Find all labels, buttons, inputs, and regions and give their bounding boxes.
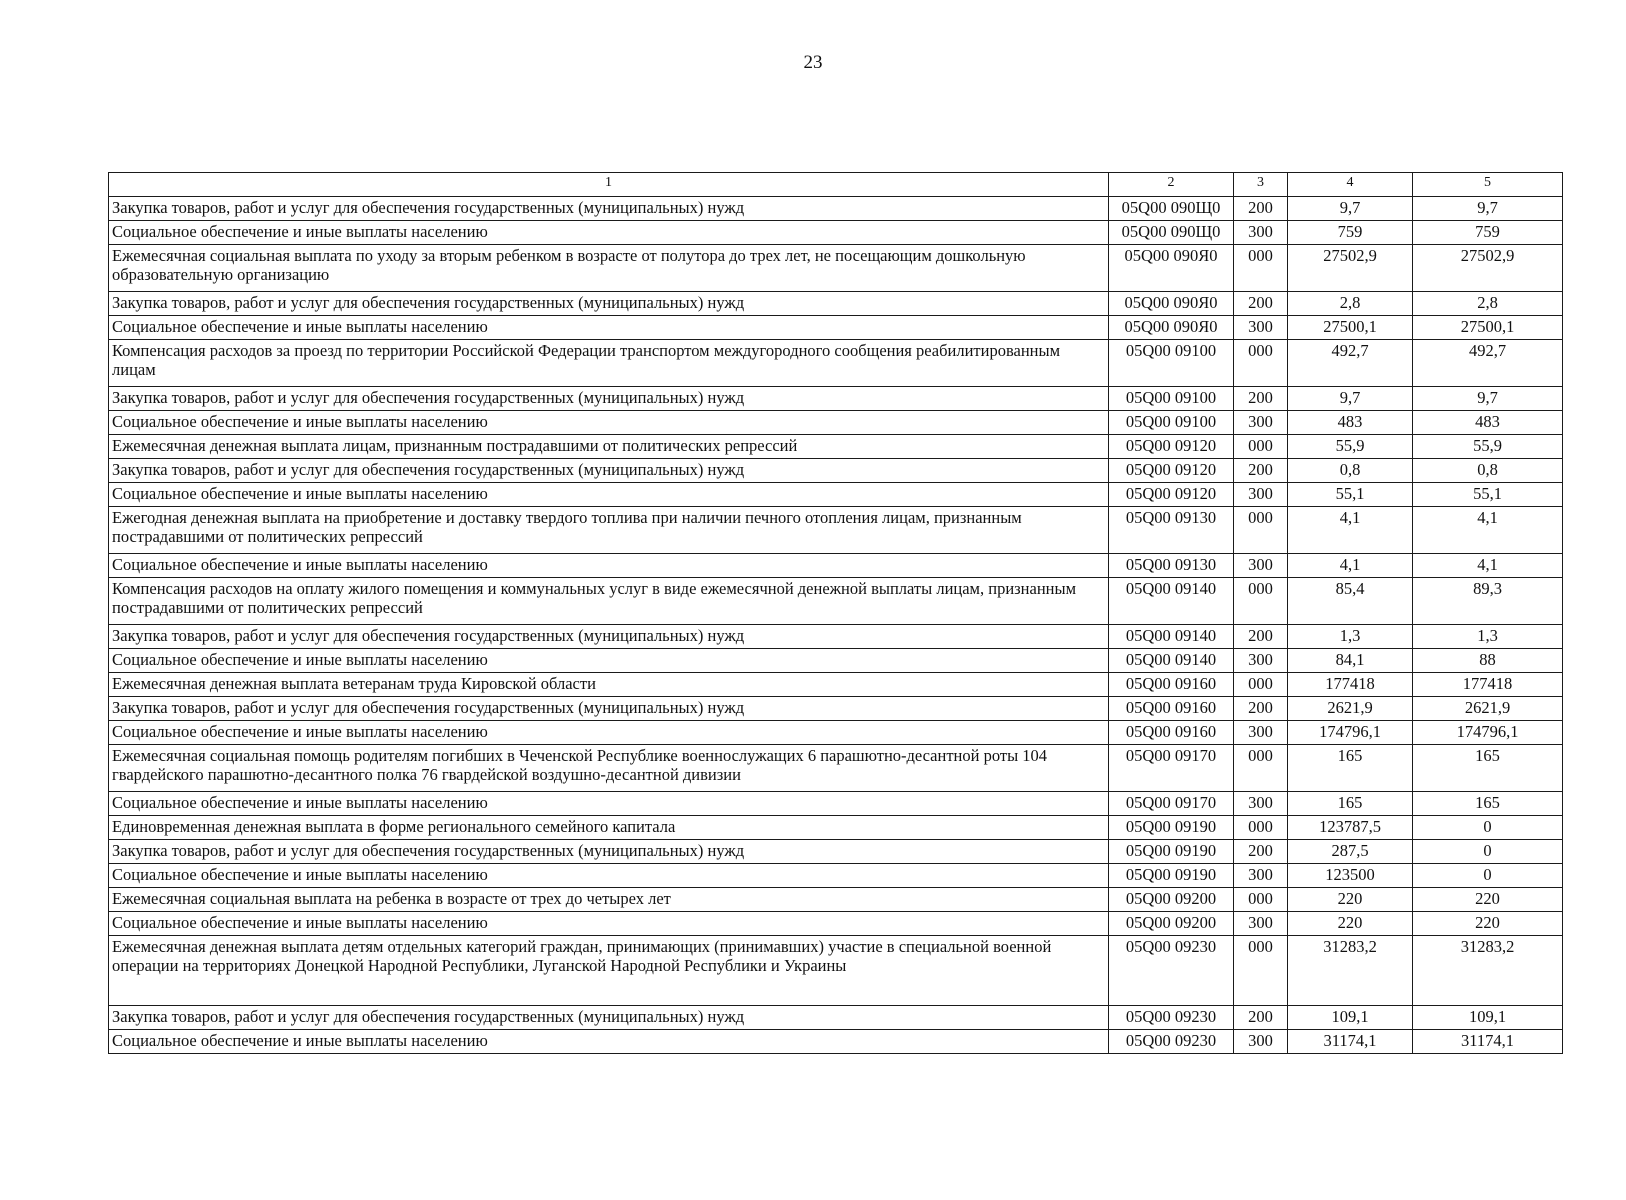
table-row [109, 697, 1563, 721]
header-col-5: 5 [1413, 173, 1563, 197]
row-type: 000 [1234, 745, 1288, 792]
row-value-col4: 287,5 [1288, 840, 1413, 864]
row-value-col5: 9,7 [1413, 197, 1563, 221]
row-value-col4: 165 [1288, 792, 1413, 816]
table-row [109, 316, 1563, 340]
row-code: 05Q00 090Я0 [1109, 316, 1234, 340]
row-value-col4: 31283,2 [1288, 936, 1413, 1006]
row-code: 05Q00 090Я0 [1109, 292, 1234, 316]
row-value-col4: 55,1 [1288, 483, 1413, 507]
row-type: 300 [1234, 721, 1288, 745]
row-type: 000 [1234, 578, 1288, 625]
row-value-col5: 174796,1 [1413, 721, 1563, 745]
row-value-col4: 2,8 [1288, 292, 1413, 316]
row-name: Социальное обеспечение и иные выплаты населению [109, 649, 1109, 673]
table-row [109, 912, 1563, 936]
row-value-col4: 123787,5 [1288, 816, 1413, 840]
row-value-col5: 0 [1413, 816, 1563, 840]
table-row [109, 936, 1563, 1006]
row-name: Закупка товаров, работ и услуг для обеспечения государственных (муниципальных) нужд [109, 197, 1109, 221]
row-name: Закупка товаров, работ и услуг для обеспечения государственных (муниципальных) нужд [109, 459, 1109, 483]
row-value-col5: 31174,1 [1413, 1030, 1563, 1054]
row-value-col5: 27500,1 [1413, 316, 1563, 340]
row-code: 05Q00 09140 [1109, 625, 1234, 649]
table-row [109, 888, 1563, 912]
row-type: 000 [1234, 245, 1288, 292]
row-value-col4: 2621,9 [1288, 697, 1413, 721]
table-row [109, 721, 1563, 745]
row-type: 200 [1234, 197, 1288, 221]
row-value-col5: 2621,9 [1413, 697, 1563, 721]
row-name: Компенсация расходов на оплату жилого помещения и коммунальных услуг в виде ежемесячной денежной выплаты лицам, признанным пострадавшими от политических репрессий [109, 578, 1109, 625]
row-value-col4: 55,9 [1288, 435, 1413, 459]
row-code: 05Q00 09130 [1109, 507, 1234, 554]
row-code: 05Q00 09230 [1109, 936, 1234, 1006]
row-value-col5: 4,1 [1413, 554, 1563, 578]
row-value-col5: 89,3 [1413, 578, 1563, 625]
row-name: Ежемесячная денежная выплата ветеранам труда Кировской области [109, 673, 1109, 697]
header-col-2: 2 [1109, 173, 1234, 197]
row-code: 05Q00 09160 [1109, 673, 1234, 697]
row-value-col4: 220 [1288, 888, 1413, 912]
row-value-col4: 483 [1288, 411, 1413, 435]
table-row [109, 840, 1563, 864]
row-value-col5: 0 [1413, 840, 1563, 864]
row-code: 05Q00 09170 [1109, 745, 1234, 792]
row-name: Ежемесячная денежная выплата лицам, признанным пострадавшими от политических репрессий [109, 435, 1109, 459]
row-code: 05Q00 09160 [1109, 721, 1234, 745]
row-value-col5: 165 [1413, 745, 1563, 792]
table-row [109, 625, 1563, 649]
row-value-col4: 1,3 [1288, 625, 1413, 649]
row-type: 200 [1234, 387, 1288, 411]
row-value-col4: 177418 [1288, 673, 1413, 697]
row-code: 05Q00 09190 [1109, 816, 1234, 840]
row-name: Социальное обеспечение и иные выплаты населению [109, 1030, 1109, 1054]
budget-table [108, 172, 1563, 1054]
row-value-col5: 4,1 [1413, 507, 1563, 554]
row-value-col4: 27500,1 [1288, 316, 1413, 340]
row-value-col4: 84,1 [1288, 649, 1413, 673]
row-value-col5: 9,7 [1413, 387, 1563, 411]
page-number: 23 [803, 52, 823, 73]
row-code: 05Q00 09170 [1109, 792, 1234, 816]
row-type: 300 [1234, 483, 1288, 507]
row-value-col5: 165 [1413, 792, 1563, 816]
row-name: Компенсация расходов за проезд по территории Российской Федерации транспортом междугородного сообщения реабилитированным лицам [109, 340, 1109, 387]
table-row [109, 221, 1563, 245]
row-type: 000 [1234, 936, 1288, 1006]
row-type: 300 [1234, 864, 1288, 888]
row-type: 000 [1234, 888, 1288, 912]
row-name: Закупка товаров, работ и услуг для обеспечения государственных (муниципальных) нужд [109, 292, 1109, 316]
row-name: Социальное обеспечение и иные выплаты населению [109, 316, 1109, 340]
row-value-col5: 492,7 [1413, 340, 1563, 387]
row-type: 300 [1234, 411, 1288, 435]
row-code: 05Q00 09200 [1109, 888, 1234, 912]
row-value-col4: 4,1 [1288, 554, 1413, 578]
row-type: 300 [1234, 1030, 1288, 1054]
row-name: Ежемесячная социальная выплата на ребенка в возрасте от трех до четырех лет [109, 888, 1109, 912]
row-type: 300 [1234, 649, 1288, 673]
row-name: Ежемесячная социальная выплата по уходу за вторым ребенком в возрасте от полутора до трех лет, не посещающим дошкольную образовательную организацию [109, 245, 1109, 292]
row-type: 000 [1234, 435, 1288, 459]
row-code: 05Q00 09120 [1109, 435, 1234, 459]
row-value-col4: 759 [1288, 221, 1413, 245]
row-value-col4: 0,8 [1288, 459, 1413, 483]
table-row [109, 1030, 1563, 1054]
row-code: 05Q00 09100 [1109, 387, 1234, 411]
row-value-col5: 1,3 [1413, 625, 1563, 649]
table-row [109, 649, 1563, 673]
table-header-row [109, 173, 1563, 197]
table-row [109, 864, 1563, 888]
row-type: 200 [1234, 840, 1288, 864]
row-value-col4: 174796,1 [1288, 721, 1413, 745]
row-value-col4: 109,1 [1288, 1006, 1413, 1030]
row-value-col5: 220 [1413, 888, 1563, 912]
row-name: Социальное обеспечение и иные выплаты населению [109, 792, 1109, 816]
row-type: 200 [1234, 625, 1288, 649]
row-code: 05Q00 09230 [1109, 1030, 1234, 1054]
row-value-col5: 177418 [1413, 673, 1563, 697]
row-value-col5: 31283,2 [1413, 936, 1563, 1006]
table-row [109, 387, 1563, 411]
row-name: Социальное обеспечение и иные выплаты населению [109, 864, 1109, 888]
row-type: 300 [1234, 221, 1288, 245]
row-name: Закупка товаров, работ и услуг для обеспечения государственных (муниципальных) нужд [109, 697, 1109, 721]
row-name: Социальное обеспечение и иные выплаты населению [109, 912, 1109, 936]
header-col-1: 1 [109, 173, 1109, 197]
row-name: Ежемесячная денежная выплата детям отдельных категорий граждан, принимающих (принимавших) участие в специальной военной операции на территориях Донецкой Народной Республики, Луганской Народной Республики и Украины [109, 936, 1109, 1006]
table-row [109, 245, 1563, 292]
row-code: 05Q00 09100 [1109, 411, 1234, 435]
table-row [109, 1006, 1563, 1030]
row-value-col5: 27502,9 [1413, 245, 1563, 292]
row-value-col5: 759 [1413, 221, 1563, 245]
row-value-col5: 483 [1413, 411, 1563, 435]
table-row [109, 197, 1563, 221]
row-name: Социальное обеспечение и иные выплаты населению [109, 411, 1109, 435]
row-value-col5: 0 [1413, 864, 1563, 888]
row-name: Единовременная денежная выплата в форме регионального семейного капитала [109, 816, 1109, 840]
row-code: 05Q00 09140 [1109, 578, 1234, 625]
row-value-col5: 2,8 [1413, 292, 1563, 316]
row-code: 05Q00 09130 [1109, 554, 1234, 578]
table-row [109, 507, 1563, 554]
row-value-col5: 88 [1413, 649, 1563, 673]
row-type: 200 [1234, 292, 1288, 316]
row-type: 200 [1234, 697, 1288, 721]
row-name: Социальное обеспечение и иные выплаты населению [109, 721, 1109, 745]
row-value-col4: 9,7 [1288, 197, 1413, 221]
row-value-col5: 109,1 [1413, 1006, 1563, 1030]
row-name: Закупка товаров, работ и услуг для обеспечения государственных (муниципальных) нужд [109, 387, 1109, 411]
table-row [109, 411, 1563, 435]
row-value-col5: 220 [1413, 912, 1563, 936]
row-code: 05Q00 09100 [1109, 340, 1234, 387]
row-name: Закупка товаров, работ и услуг для обеспечения государственных (муниципальных) нужд [109, 625, 1109, 649]
table-row [109, 483, 1563, 507]
row-value-col5: 55,9 [1413, 435, 1563, 459]
row-type: 000 [1234, 507, 1288, 554]
table-body [109, 197, 1563, 1054]
row-code: 05Q00 09140 [1109, 649, 1234, 673]
table-row [109, 340, 1563, 387]
row-type: 300 [1234, 792, 1288, 816]
row-code: 05Q00 090Щ0 [1109, 197, 1234, 221]
row-value-col4: 492,7 [1288, 340, 1413, 387]
table-row [109, 292, 1563, 316]
row-value-col5: 0,8 [1413, 459, 1563, 483]
table-row [109, 554, 1563, 578]
row-value-col4: 31174,1 [1288, 1030, 1413, 1054]
row-type: 200 [1234, 1006, 1288, 1030]
row-code: 05Q00 09120 [1109, 483, 1234, 507]
table-row [109, 578, 1563, 625]
row-name: Ежемесячная социальная помощь родителям погибших в Чеченской Республике военнослужащих 6 парашютно-десантной роты 104 гвардейского парашютно-десантного полка 76 гвардейской воздушно-десантной дивизии [109, 745, 1109, 792]
row-type: 000 [1234, 340, 1288, 387]
row-code: 05Q00 090Я0 [1109, 245, 1234, 292]
row-type: 200 [1234, 459, 1288, 483]
header-col-3: 3 [1234, 173, 1288, 197]
table-row [109, 792, 1563, 816]
table-row [109, 673, 1563, 697]
row-type: 000 [1234, 816, 1288, 840]
row-value-col4: 4,1 [1288, 507, 1413, 554]
row-value-col4: 165 [1288, 745, 1413, 792]
row-code: 05Q00 09190 [1109, 864, 1234, 888]
row-value-col4: 123500 [1288, 864, 1413, 888]
row-name: Социальное обеспечение и иные выплаты населению [109, 554, 1109, 578]
row-code: 05Q00 09200 [1109, 912, 1234, 936]
row-name: Ежегодная денежная выплата на приобретение и доставку твердого топлива при наличии печного отопления лицам, признанным пострадавшими от политических репрессий [109, 507, 1109, 554]
row-name: Социальное обеспечение и иные выплаты населению [109, 221, 1109, 245]
row-code: 05Q00 09190 [1109, 840, 1234, 864]
row-type: 000 [1234, 673, 1288, 697]
row-code: 05Q00 09120 [1109, 459, 1234, 483]
row-type: 300 [1234, 554, 1288, 578]
row-value-col4: 9,7 [1288, 387, 1413, 411]
row-name: Закупка товаров, работ и услуг для обеспечения государственных (муниципальных) нужд [109, 1006, 1109, 1030]
row-code: 05Q00 090Щ0 [1109, 221, 1234, 245]
row-code: 05Q00 09230 [1109, 1006, 1234, 1030]
table-row [109, 745, 1563, 792]
row-type: 300 [1234, 912, 1288, 936]
table-row [109, 816, 1563, 840]
row-name: Закупка товаров, работ и услуг для обеспечения государственных (муниципальных) нужд [109, 840, 1109, 864]
table-row [109, 459, 1563, 483]
row-value-col4: 27502,9 [1288, 245, 1413, 292]
row-type: 300 [1234, 316, 1288, 340]
table-row [109, 435, 1563, 459]
header-col-4: 4 [1288, 173, 1413, 197]
row-value-col4: 85,4 [1288, 578, 1413, 625]
row-value-col4: 220 [1288, 912, 1413, 936]
row-code: 05Q00 09160 [1109, 697, 1234, 721]
row-value-col5: 55,1 [1413, 483, 1563, 507]
row-name: Социальное обеспечение и иные выплаты населению [109, 483, 1109, 507]
